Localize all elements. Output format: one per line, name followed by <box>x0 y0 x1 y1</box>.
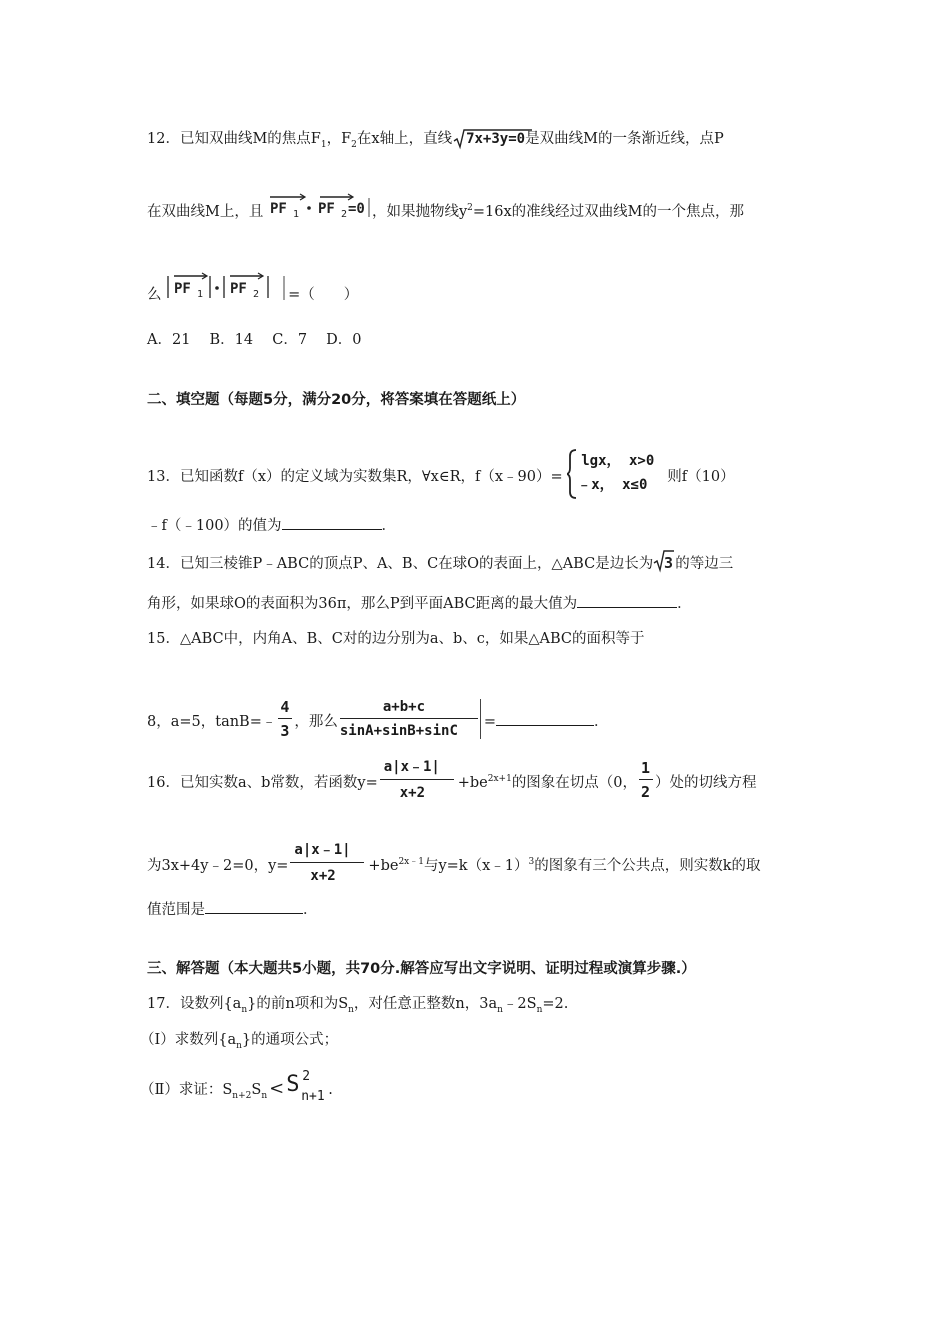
frac-bar <box>639 779 653 780</box>
svg-text:1: 1 <box>197 289 204 300</box>
q15-text: 8，a=5，tanB=﹣ <box>147 714 277 730</box>
q16-text: 16．已知实数a、b常数，若函数y= <box>147 775 378 791</box>
svg-text:2: 2 <box>253 289 260 300</box>
sqrt-formula-text: 7x+3y=0 <box>466 131 526 147</box>
q14-line2 <box>147 593 692 614</box>
q16-text: 为3x+4y﹣2=0，y= <box>147 858 289 874</box>
q16-line3 <box>147 899 318 920</box>
frac-numerator: a|x﹣1| <box>294 842 351 858</box>
s-squared-formula <box>286 1069 328 1103</box>
q17-text: S <box>251 1082 262 1098</box>
frac-denominator: x+2 <box>310 868 336 884</box>
q14-text: 角形，如果球O的表面积为36π，那么P到平面ABC距离的最大值为 <box>147 596 578 612</box>
q17-part1 <box>140 1030 338 1056</box>
svg-text:1: 1 <box>292 208 299 219</box>
q17-text: =2. <box>542 996 569 1012</box>
subscript: n+1 <box>301 1089 325 1104</box>
magnitude-product-formula <box>166 272 288 302</box>
q12-line1 <box>147 128 724 155</box>
q13-line1 <box>147 451 735 503</box>
big-frac-numerator: a+b+c <box>382 699 426 715</box>
answer-blank[interactable] <box>282 515 382 530</box>
q16-text: 的图象在切点（0， <box>511 775 638 791</box>
piecewise-case-1: lgx， x>0 <box>581 453 655 469</box>
q16-text: 值范围是 <box>147 902 205 918</box>
big-frac-bar <box>340 718 478 719</box>
q12-text: 12．已知双曲线M的焦点F <box>147 131 321 147</box>
q16-line1 <box>147 760 757 806</box>
q17-text: （Ⅱ）求证：S <box>140 1082 233 1098</box>
q12-text: ，如果抛物线y <box>371 203 468 220</box>
q12-text: =16x的准线经过双曲线M的一个焦点，那 <box>472 203 745 220</box>
q17-part2 <box>140 1069 333 1107</box>
section3-title: 三、解答题（本大题共5小题，共70分.解答应写出文字说明、证明过程或演算步骤.） <box>147 961 696 977</box>
svg-text:PF: PF <box>269 200 287 217</box>
frac-bar <box>278 718 292 719</box>
frac-numerator: 1 <box>641 759 651 777</box>
answer-blank[interactable] <box>496 711 594 726</box>
subscript: n <box>497 1004 503 1015</box>
q17-text: . <box>328 1082 333 1098</box>
piecewise-function <box>567 448 667 500</box>
piecewise-case-2: ﹣x， x≤0 <box>577 477 648 493</box>
fraction-4-3 <box>276 697 294 741</box>
q16-line2 <box>147 843 761 889</box>
sqrt3-formula <box>653 549 675 573</box>
q12-text: ，F <box>326 131 352 147</box>
frac-bar <box>380 779 454 780</box>
q17-text: }的前n项和为S <box>247 996 349 1012</box>
svg-text:2: 2 <box>340 208 347 219</box>
q12-text: 是双曲线M的一条渐近线，点P <box>525 131 724 147</box>
q13-text: 则f（10） <box>667 469 735 485</box>
fraction-abs <box>378 757 458 803</box>
answer-blank[interactable] <box>577 593 677 608</box>
s-symbol: S <box>286 1072 300 1097</box>
q17-text: }的通项公式； <box>241 1032 339 1048</box>
q16-text: ）处的切线方程 <box>655 775 757 791</box>
q15-line1: 15．△ABC中，内角A、B、C对的边分别为a、b、c，如果△ABC的面积等于 <box>147 631 645 647</box>
q16-text: +be <box>368 858 399 874</box>
superscript: 2 <box>302 1069 311 1084</box>
q15-line2 <box>147 700 609 744</box>
q13-text: ﹣f（﹣100）的值为 <box>147 518 282 534</box>
q17-line1 <box>147 994 568 1020</box>
subscript: n <box>348 1004 354 1015</box>
q14-line1 <box>147 552 733 576</box>
q12-line2 <box>147 198 744 225</box>
q16-text: +be <box>457 775 488 791</box>
subscript: 2 <box>351 139 357 150</box>
q16-text: 的图象有三个公共点，则实数k的取 <box>534 858 761 874</box>
q13-text: ． <box>381 518 397 534</box>
subscript: n <box>261 1090 268 1101</box>
q14-text: 14．已知三棱锥P﹣ABC的顶点P、A、B、C在球O的表面上，△ABC是边长为 <box>147 556 654 572</box>
big-frac-denominator: sinA+sinB+sinC <box>339 723 458 739</box>
frac-denominator: x+2 <box>399 785 426 801</box>
q12-line3 <box>147 280 358 310</box>
q16-text: 与y=k（x﹣1） <box>423 858 529 874</box>
superscript: 3 <box>528 857 535 868</box>
frac-denominator: 3 <box>280 722 290 740</box>
q15-text: ． <box>594 714 609 730</box>
svg-text:PF: PF <box>174 281 191 297</box>
q17-text: （I）求数列{a <box>140 1032 237 1048</box>
q14-text: 的等边三 <box>675 556 734 572</box>
vector-dot-formula <box>268 193 372 219</box>
q12-text: 么 <box>147 287 162 303</box>
q12-text: 在双曲线M上，且 <box>147 203 264 220</box>
subscript: 1 <box>320 139 327 150</box>
subscript: n <box>236 1040 242 1051</box>
big-fraction <box>338 697 484 741</box>
q12-options: A．21 B．14 C．7 D．0 <box>147 332 362 348</box>
q17-text: ，对任意正整数n，3a <box>353 996 498 1012</box>
q15-text: = <box>483 714 497 730</box>
frac-bar <box>290 862 364 863</box>
svg-text:3: 3 <box>664 554 674 572</box>
svg-text:PF: PF <box>230 281 247 297</box>
q15-text: ，那么 <box>294 714 338 730</box>
q17-text: ﹣2S <box>502 996 537 1012</box>
superscript: 2x﹣1 <box>398 857 424 868</box>
q13-line2 <box>147 515 396 536</box>
answer-blank[interactable] <box>205 899 303 914</box>
frac-numerator: 4 <box>280 698 290 716</box>
svg-text:PF: PF <box>317 200 335 217</box>
svg-text:=0: =0 <box>347 200 365 217</box>
frac-numerator: a|x﹣1| <box>383 759 440 775</box>
superscript: 2x+1 <box>487 774 512 785</box>
q12-text: 在x轴上，直线 <box>356 131 453 147</box>
frac-edge <box>480 699 481 739</box>
superscript: 2 <box>467 203 473 213</box>
subscript: n <box>536 1004 543 1015</box>
section2-title: 二、填空题（每题5分，满分20分，将答案填在答题纸上） <box>147 392 526 408</box>
q17-text: 17．设数列{a <box>147 996 242 1012</box>
subscript: n+2 <box>232 1090 252 1101</box>
less-than-sign: < <box>269 1078 285 1099</box>
frac-denominator: 2 <box>641 783 651 801</box>
subscript: n <box>241 1004 248 1015</box>
q14-text: ． <box>677 596 692 612</box>
fraction-1-2 <box>637 758 655 802</box>
fraction-abs <box>288 840 368 886</box>
q13-text: 13．已知函数f（x）的定义域为实数集R，∀x∈R，f（x﹣90）= <box>147 469 563 485</box>
q12-text: =（ ） <box>288 287 359 303</box>
q16-text: ． <box>303 902 318 918</box>
